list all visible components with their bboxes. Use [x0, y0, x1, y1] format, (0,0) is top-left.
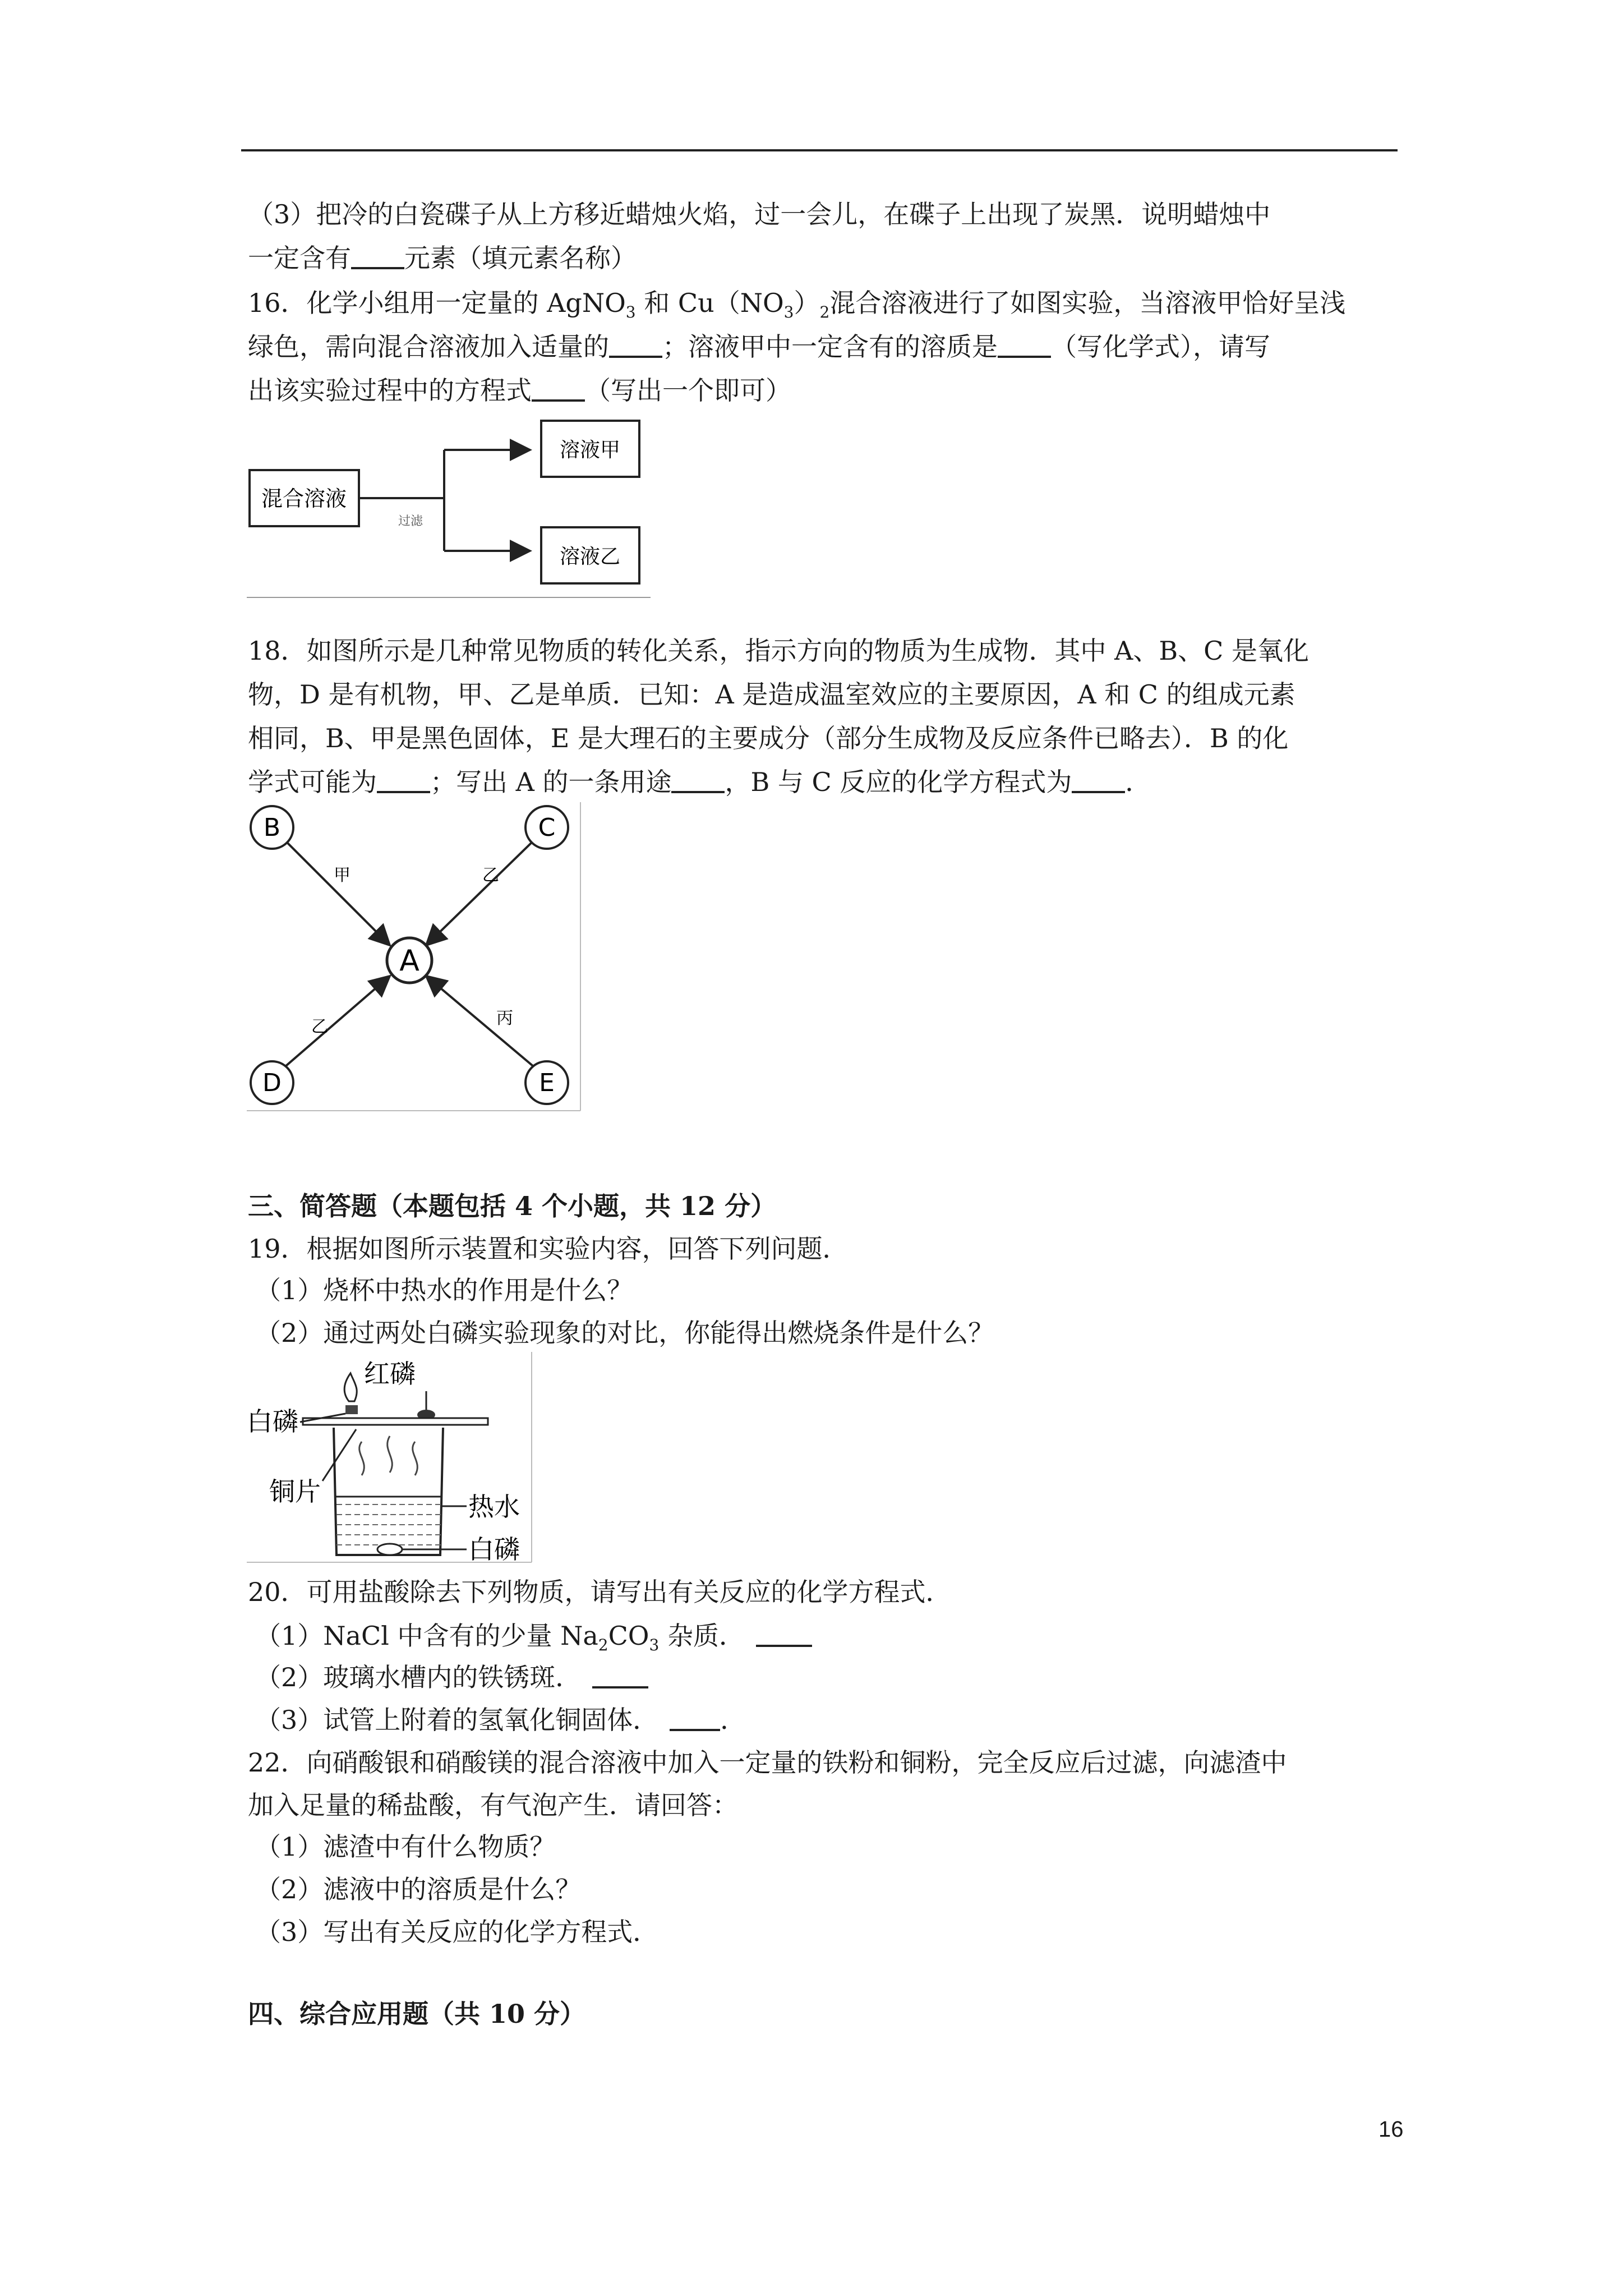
arrow-e-to-a [426, 976, 533, 1066]
white-phosphorus-bottom-label: 白磷 [468, 1534, 520, 1565]
answer-blank[interactable] [671, 769, 725, 793]
q16-flow-diagram [247, 415, 651, 600]
arrow-c-to-a [426, 841, 533, 945]
q22-1: （1）滤渣中有什么物质？ [255, 1832, 556, 1862]
answer-blank[interactable] [756, 1622, 812, 1647]
filter-label: 过滤 [398, 514, 423, 528]
answer-blank[interactable] [377, 769, 430, 793]
answer-blank[interactable] [998, 333, 1051, 358]
answer-blank[interactable] [351, 245, 404, 269]
node-a-label: A [399, 944, 419, 978]
leader-line [322, 1429, 356, 1481]
water-hatching [336, 1504, 441, 1545]
white-phosphorus-bottom [377, 1544, 402, 1555]
solution-b-label: 溶液乙 [559, 545, 621, 568]
q15-3-line1: （3）把冷的白瓷碟子从上方移近蜡烛火焰，过一会儿，在碟子上出现了炭黑．说明蜡烛中 [248, 199, 1271, 229]
node-e-label: E [539, 1069, 555, 1097]
q22-3: （3）写出有关反应的化学方程式． [255, 1917, 659, 1947]
q16-line2: 绿色，需向混合溶液加入适量的 ；溶液甲中一定含有的溶质是 （写化学式），请写 [248, 332, 1270, 362]
q18-line3: 相同，B、甲是黑色固体，E 是大理石的主要成分（部分生成物及反应条件已略去）．B 的化 [248, 723, 1289, 753]
red-phosphorus-label: 红磷 [364, 1359, 416, 1389]
q20-1: （1）NaCl 中含有的少量 $Na_2CO_3$ 杂质． [255, 1619, 812, 1662]
copper-sheet [303, 1418, 488, 1425]
q16-line1: 16．化学小组用一定量的 AgNO$_3$ 和 $Cu(NO_3)_2$混合溶液进行了如图实验，当溶液甲恰好呈浅 [248, 288, 1346, 322]
mixed-solution-label: 混合溶液 [261, 486, 347, 511]
answer-blank[interactable] [592, 1664, 648, 1688]
q18-line2: 物，D 是有机物，甲、乙是单质．已知：A 是造成温室效应的主要原因，A 和 C 的组成元素 [248, 679, 1295, 710]
node-d-label: D [262, 1069, 282, 1097]
edge-label-c: 乙 [482, 866, 499, 885]
q22-line1: 22．向硝酸银和硝酸镁的混合溶液中加入一定量的铁粉和铜粉，完全反应后过滤，向滤渣中 [248, 1747, 1287, 1778]
node-c-label: C [538, 813, 556, 842]
white-phosphorus-top-label: 白磷 [247, 1406, 298, 1437]
edge-label-b: 甲 [334, 866, 351, 885]
section3-heading: 三、简答题（本题包括 4 个小题，共 12 分） [248, 1191, 777, 1221]
header-rule [241, 149, 1398, 151]
copper-sheet-label: 铜片 [269, 1476, 321, 1507]
page-number: 16 [1378, 2117, 1404, 2142]
q19-stem: 19．根据如图所示装置和实验内容，回答下列问题． [248, 1234, 849, 1264]
steam-icon [359, 1436, 418, 1475]
q19-2: （2）通过两处白磷实验现象的对比，你能得出燃烧条件是什么？ [255, 1318, 994, 1348]
answer-blank[interactable] [609, 333, 662, 358]
flame-icon [344, 1373, 357, 1401]
q19-1: （1）烧杯中热水的作用是什么？ [255, 1275, 633, 1305]
arrow-d-to-a [286, 976, 390, 1066]
edge-label-e: 丙 [496, 1009, 513, 1028]
edge-label-d: 乙 [311, 1017, 328, 1037]
hot-water-label: 热水 [468, 1492, 520, 1522]
answer-blank[interactable] [1072, 769, 1125, 793]
q22-2: （2）滤液中的溶质是什么？ [255, 1874, 582, 1904]
q18-line4: 学式可能为 ；写出 A 的一条用途 ，B 与 C 反应的化学方程式为 ． [248, 767, 1151, 797]
q20-stem: 20．可用盐酸除去下列物质，请写出有关反应的化学方程式． [248, 1577, 952, 1607]
q20-3: （3）试管上附着的氢氧化铜固体． ． [255, 1705, 746, 1735]
node-b-label: B [263, 813, 281, 842]
white-phosphorus-top [345, 1405, 358, 1414]
q20-2: （2）玻璃水槽内的铁锈斑． [255, 1660, 648, 1694]
answer-blank[interactable] [532, 377, 585, 402]
q16-line3: 出该实验过程中的方程式 （写出一个即可） [248, 375, 791, 406]
q22-line2: 加入足量的稀盐酸，有气泡产生．请回答： [248, 1790, 738, 1820]
q18-line1: 18．如图所示是几种常见物质的转化关系，指示方向的物质为生成物．其中 A、B、C 是氧化 [248, 636, 1309, 666]
section4-heading: 四、综合应用题（共 10 分） [248, 1999, 586, 2029]
arrow-b-to-a [286, 841, 390, 945]
answer-blank[interactable] [670, 1706, 720, 1731]
solution-a-label: 溶液甲 [559, 439, 621, 462]
q18-conversion-diagram [247, 802, 589, 1116]
q15-3-line2: 一定含有 元素（填元素名称） [248, 243, 637, 273]
q19-apparatus-diagram [247, 1352, 538, 1565]
